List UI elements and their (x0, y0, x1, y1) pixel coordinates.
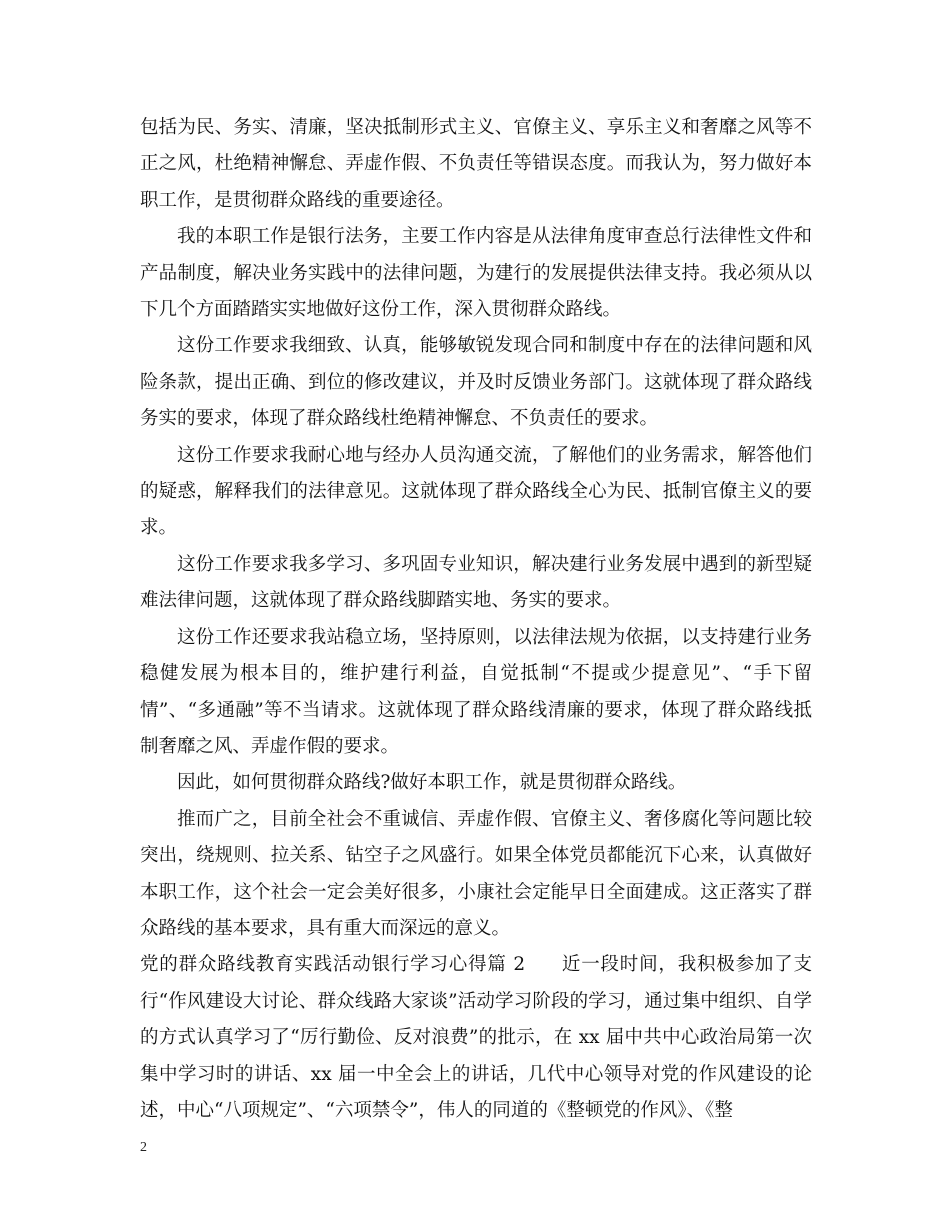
section-title: 党的群众路线教育实践活动银行学习心得篇 2 (140, 954, 526, 976)
paragraph-1: 包括为民、务实、清廉，坚决抵制形式主义、官僚主义、享乐主义和奢靡之风等不正之风，杜绝精神懈怠、弄虚作假、不负责任等错误态度。而我认为，努力做好本职工作，是贯彻群众路线的重要途径。 (140, 117, 812, 211)
paragraph-7: 因此，如何贯彻群众路线?做好本职工作，就是贯彻群众路线。 (177, 772, 687, 794)
paragraph-8: 推而广之，目前全社会不重诚信、弄虚作假、官僚主义、奢侈腐化等问题比较突出，绕规则、拉关系、钻空子之风盛行。如果全体党员都能沉下心来，认真做好本职工作，这个社会一定会美好很多，小康社会定能早日全面建成。这正落实了群众路线的基本要求，具有重大而深远的意义。 (140, 808, 812, 939)
page-number: 2 (140, 1140, 147, 1155)
paragraph-4: 这份工作要求我耐心地与经办人员沟通交流，了解他们的业务需求，解答他们的疑惑，解释我们的法律意见。这就体现了群众路线全心为民、抵制官僚主义的要求。 (140, 444, 812, 539)
section-text: 近一段时间，我积极参加了支行“作风建设大讨论、群众线路大家谈”活动学习阶段的学习，通过集中组织、自学的方式认真学习了“厉行勤俭、反对浪费”的批示，在 xx 届中共中心政治局第一次集中学习时的讲话、xx 届一中全会上的讲话，几代中心领导对党的作风建设的论述，中心“八项规定”、“六项禁令”，伟人的同道的《整顿党的作风》、《整 (140, 954, 812, 1121)
paragraph-6: 这份工作还要求我站稳立场，坚持原则，以法律法规为依据，以支持建行业务稳健发展为根本目的，维护建行利益，自觉抵制“不提或少提意见”、“手下留情”、“多通融”等不当请求。这就体现了群众路线清廉的要求，体现了群众路线抵制奢靡之风、弄虚作假的要求。 (140, 626, 812, 757)
paragraph-3: 这份工作要求我细致、认真，能够敏锐发现合同和制度中存在的法律问题和风险条款，提出正确、到位的修改建议，并及时反馈业务部门。这就体现了群众路线务实的要求，体现了群众路线杜绝精神懈怠、不负责任的要求。 (140, 335, 812, 430)
section-paragraph (140, 947, 812, 1129)
paragraph-5: 这份工作要求我多学习、多巩固专业知识，解决建行业务发展中遇到的新型疑难法律问题，这就体现了群众路线脚踏实地、务实的要求。 (140, 553, 812, 612)
paragraph-2: 我的本职工作是银行法务，主要工作内容是从法律角度审查总行法律性文件和产品制度，解决业务实践中的法律问题，为建行的发展提供法律支持。我必须从以下几个方面踏踏实实地做好这份工作，深入贯彻群众路线。 (140, 226, 812, 321)
document-body (140, 110, 812, 1129)
